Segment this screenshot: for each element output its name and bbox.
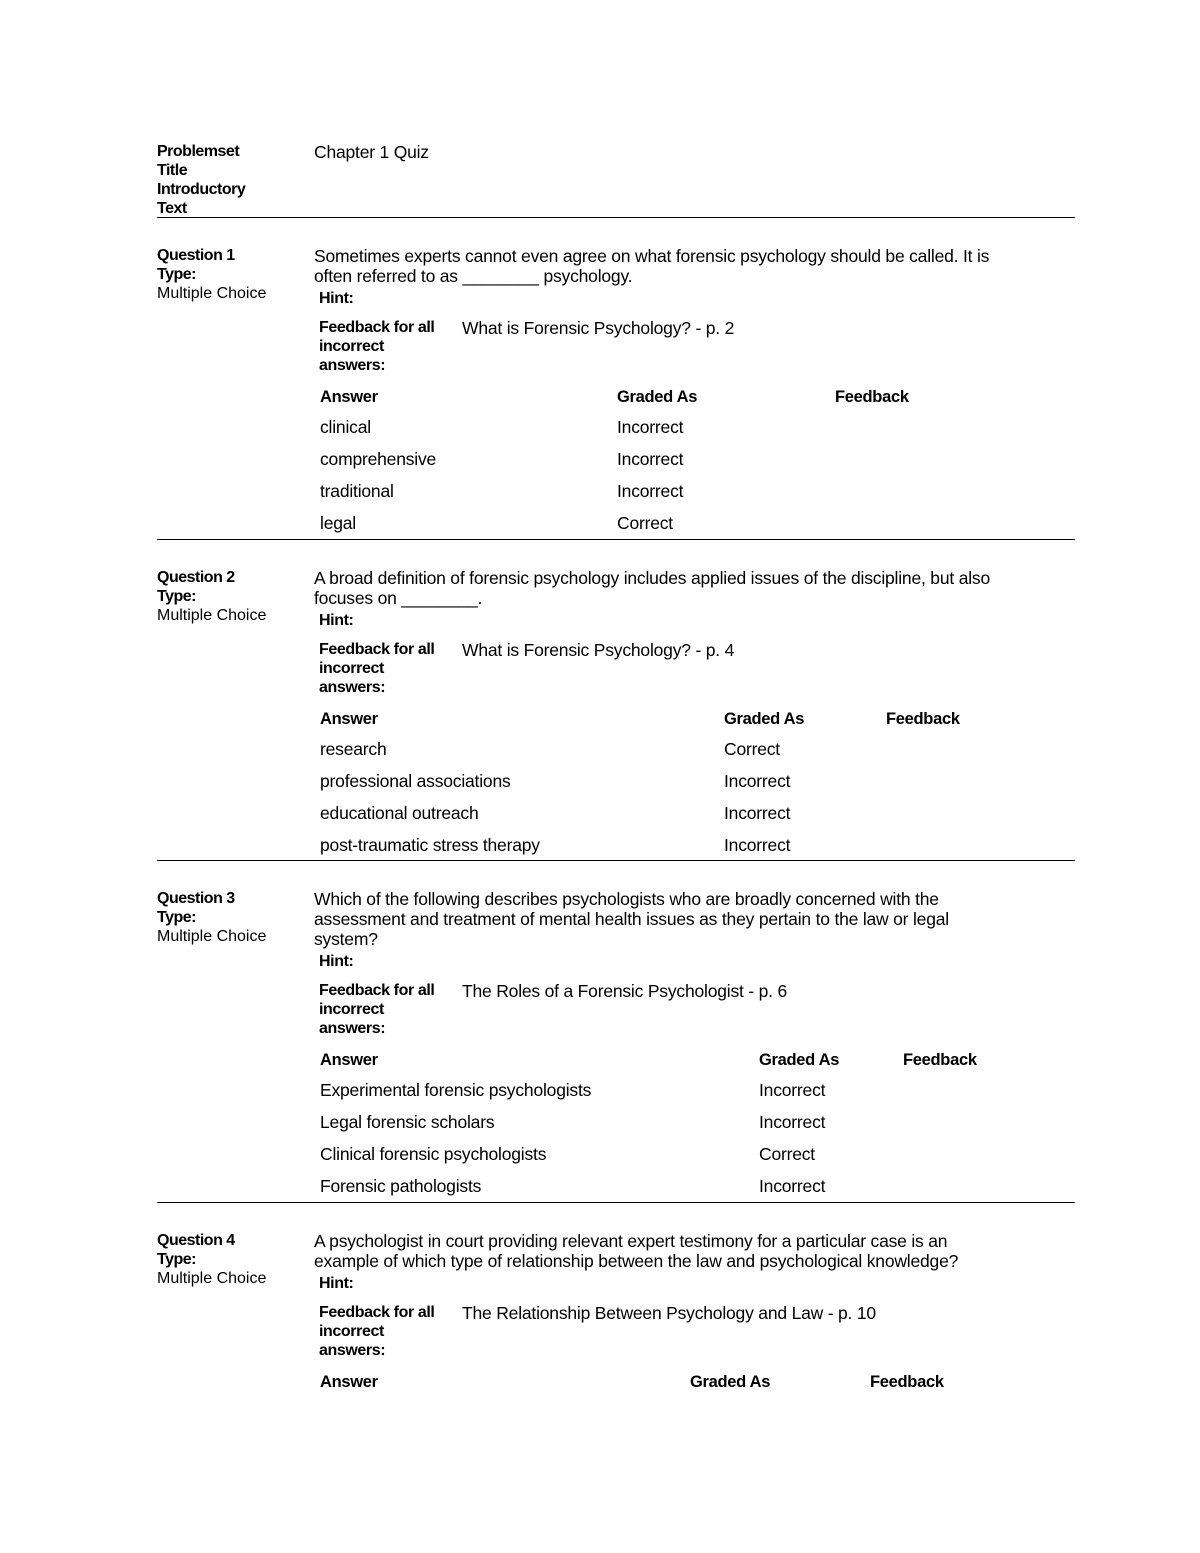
question-text: A psychologist in court providing relevant expert testimony for a particular case is an example of which type of relationship between the law and psychological knowledge? [314, 1231, 959, 1271]
answer-row: comprehensive Incorrect [320, 449, 684, 469]
feedback-label: Feedback for all incorrect answers: [319, 982, 435, 1037]
answer-table [318, 1368, 1020, 1396]
answer-table [318, 383, 1035, 539]
answer-table [318, 1046, 1043, 1202]
question-text: Which of the following describes psychologists who are broadly concerned with the assessment and treatment of mental health issues as they pertain to the law or legal system? [314, 889, 949, 949]
answer-row: research Correct [320, 739, 780, 759]
answer-row: legal Correct [320, 513, 673, 533]
question-meta [157, 889, 307, 946]
question-body [314, 1231, 1075, 1396]
feedback-label: Feedback for all incorrect answers: [319, 319, 435, 374]
answer-row: Legal forensic scholars Incorrect [320, 1112, 826, 1132]
feedback-row [319, 318, 1075, 375]
answer-row: Experimental forensic psychologists Incorrect [320, 1080, 826, 1100]
type-label: Type: [157, 266, 196, 283]
answer-row: professional associations Incorrect [320, 771, 791, 791]
hint-label: Hint: [319, 1275, 354, 1292]
type-label: Type: [157, 909, 196, 926]
header-labels [157, 142, 307, 218]
answer-table [318, 705, 1036, 861]
hint-label: Hint: [319, 953, 354, 970]
feedback-label: Feedback for all incorrect answers: [319, 641, 435, 696]
type-label: Type: [157, 588, 196, 605]
question-label: Question 3 [157, 890, 235, 907]
answer-header-row: Answer Graded As Feedback [320, 388, 909, 406]
type-value: Multiple Choice [157, 285, 267, 302]
question-body [314, 568, 1075, 861]
question-meta [157, 1231, 307, 1288]
question-1 [157, 218, 1075, 539]
problemset-title: Chapter 1 Quiz [314, 142, 429, 162]
hint-label: Hint: [319, 290, 354, 307]
answer-row: Clinical forensic psychologists Correct [320, 1144, 815, 1164]
hint-label: Hint: [319, 612, 354, 629]
answer-header-row: Answer Graded As Feedback [320, 1051, 977, 1069]
feedback-row [319, 1303, 1075, 1360]
feedback-label: Feedback for all incorrect answers: [319, 1304, 435, 1359]
answer-row: traditional Incorrect [320, 481, 684, 501]
feedback-text: What is Forensic Psychology? - p. 4 [462, 640, 735, 660]
feedback-text: The Relationship Between Psychology and Law - p. 10 [462, 1303, 876, 1323]
text-label: Text [157, 200, 187, 217]
type-value: Multiple Choice [157, 1270, 267, 1287]
problemset-header [157, 142, 1075, 217]
feedback-row [319, 640, 1075, 697]
answer-row: clinical Incorrect [320, 417, 684, 437]
question-3 [157, 861, 1075, 1202]
type-value: Multiple Choice [157, 928, 267, 945]
question-4 [157, 1203, 1075, 1396]
question-text: A broad definition of forensic psychology includes applied issues of the discipline, but also focuses on ________. [314, 568, 990, 608]
problemset-label: Problemset [157, 143, 240, 160]
question-body [314, 246, 1075, 539]
question-label: Question 4 [157, 1232, 235, 1249]
title-label: Title [157, 162, 188, 179]
feedback-text: The Roles of a Forensic Psychologist - p. 6 [462, 981, 788, 1001]
intro-label: Introductory [157, 181, 246, 198]
question-label: Question 2 [157, 569, 235, 586]
feedback-row [319, 981, 1075, 1038]
answer-row: post-traumatic stress therapy Incorrect [320, 835, 791, 855]
answer-row: Forensic pathologists Incorrect [320, 1176, 826, 1196]
type-value: Multiple Choice [157, 607, 267, 624]
answer-header-row: Answer Graded As Feedback [320, 1373, 944, 1391]
quiz-document [157, 142, 1075, 1396]
question-2 [157, 540, 1075, 860]
answer-row: educational outreach Incorrect [320, 803, 791, 823]
type-label: Type: [157, 1251, 196, 1268]
question-meta [157, 568, 307, 625]
feedback-text: What is Forensic Psychology? - p. 2 [462, 318, 735, 338]
question-body [314, 889, 1075, 1202]
question-meta [157, 246, 307, 303]
answer-header-row: Answer Graded As Feedback [320, 710, 960, 728]
question-label: Question 1 [157, 247, 235, 264]
question-text: Sometimes experts cannot even agree on what forensic psychology should be called. It is often referred to as ________ psychology. [314, 246, 990, 286]
